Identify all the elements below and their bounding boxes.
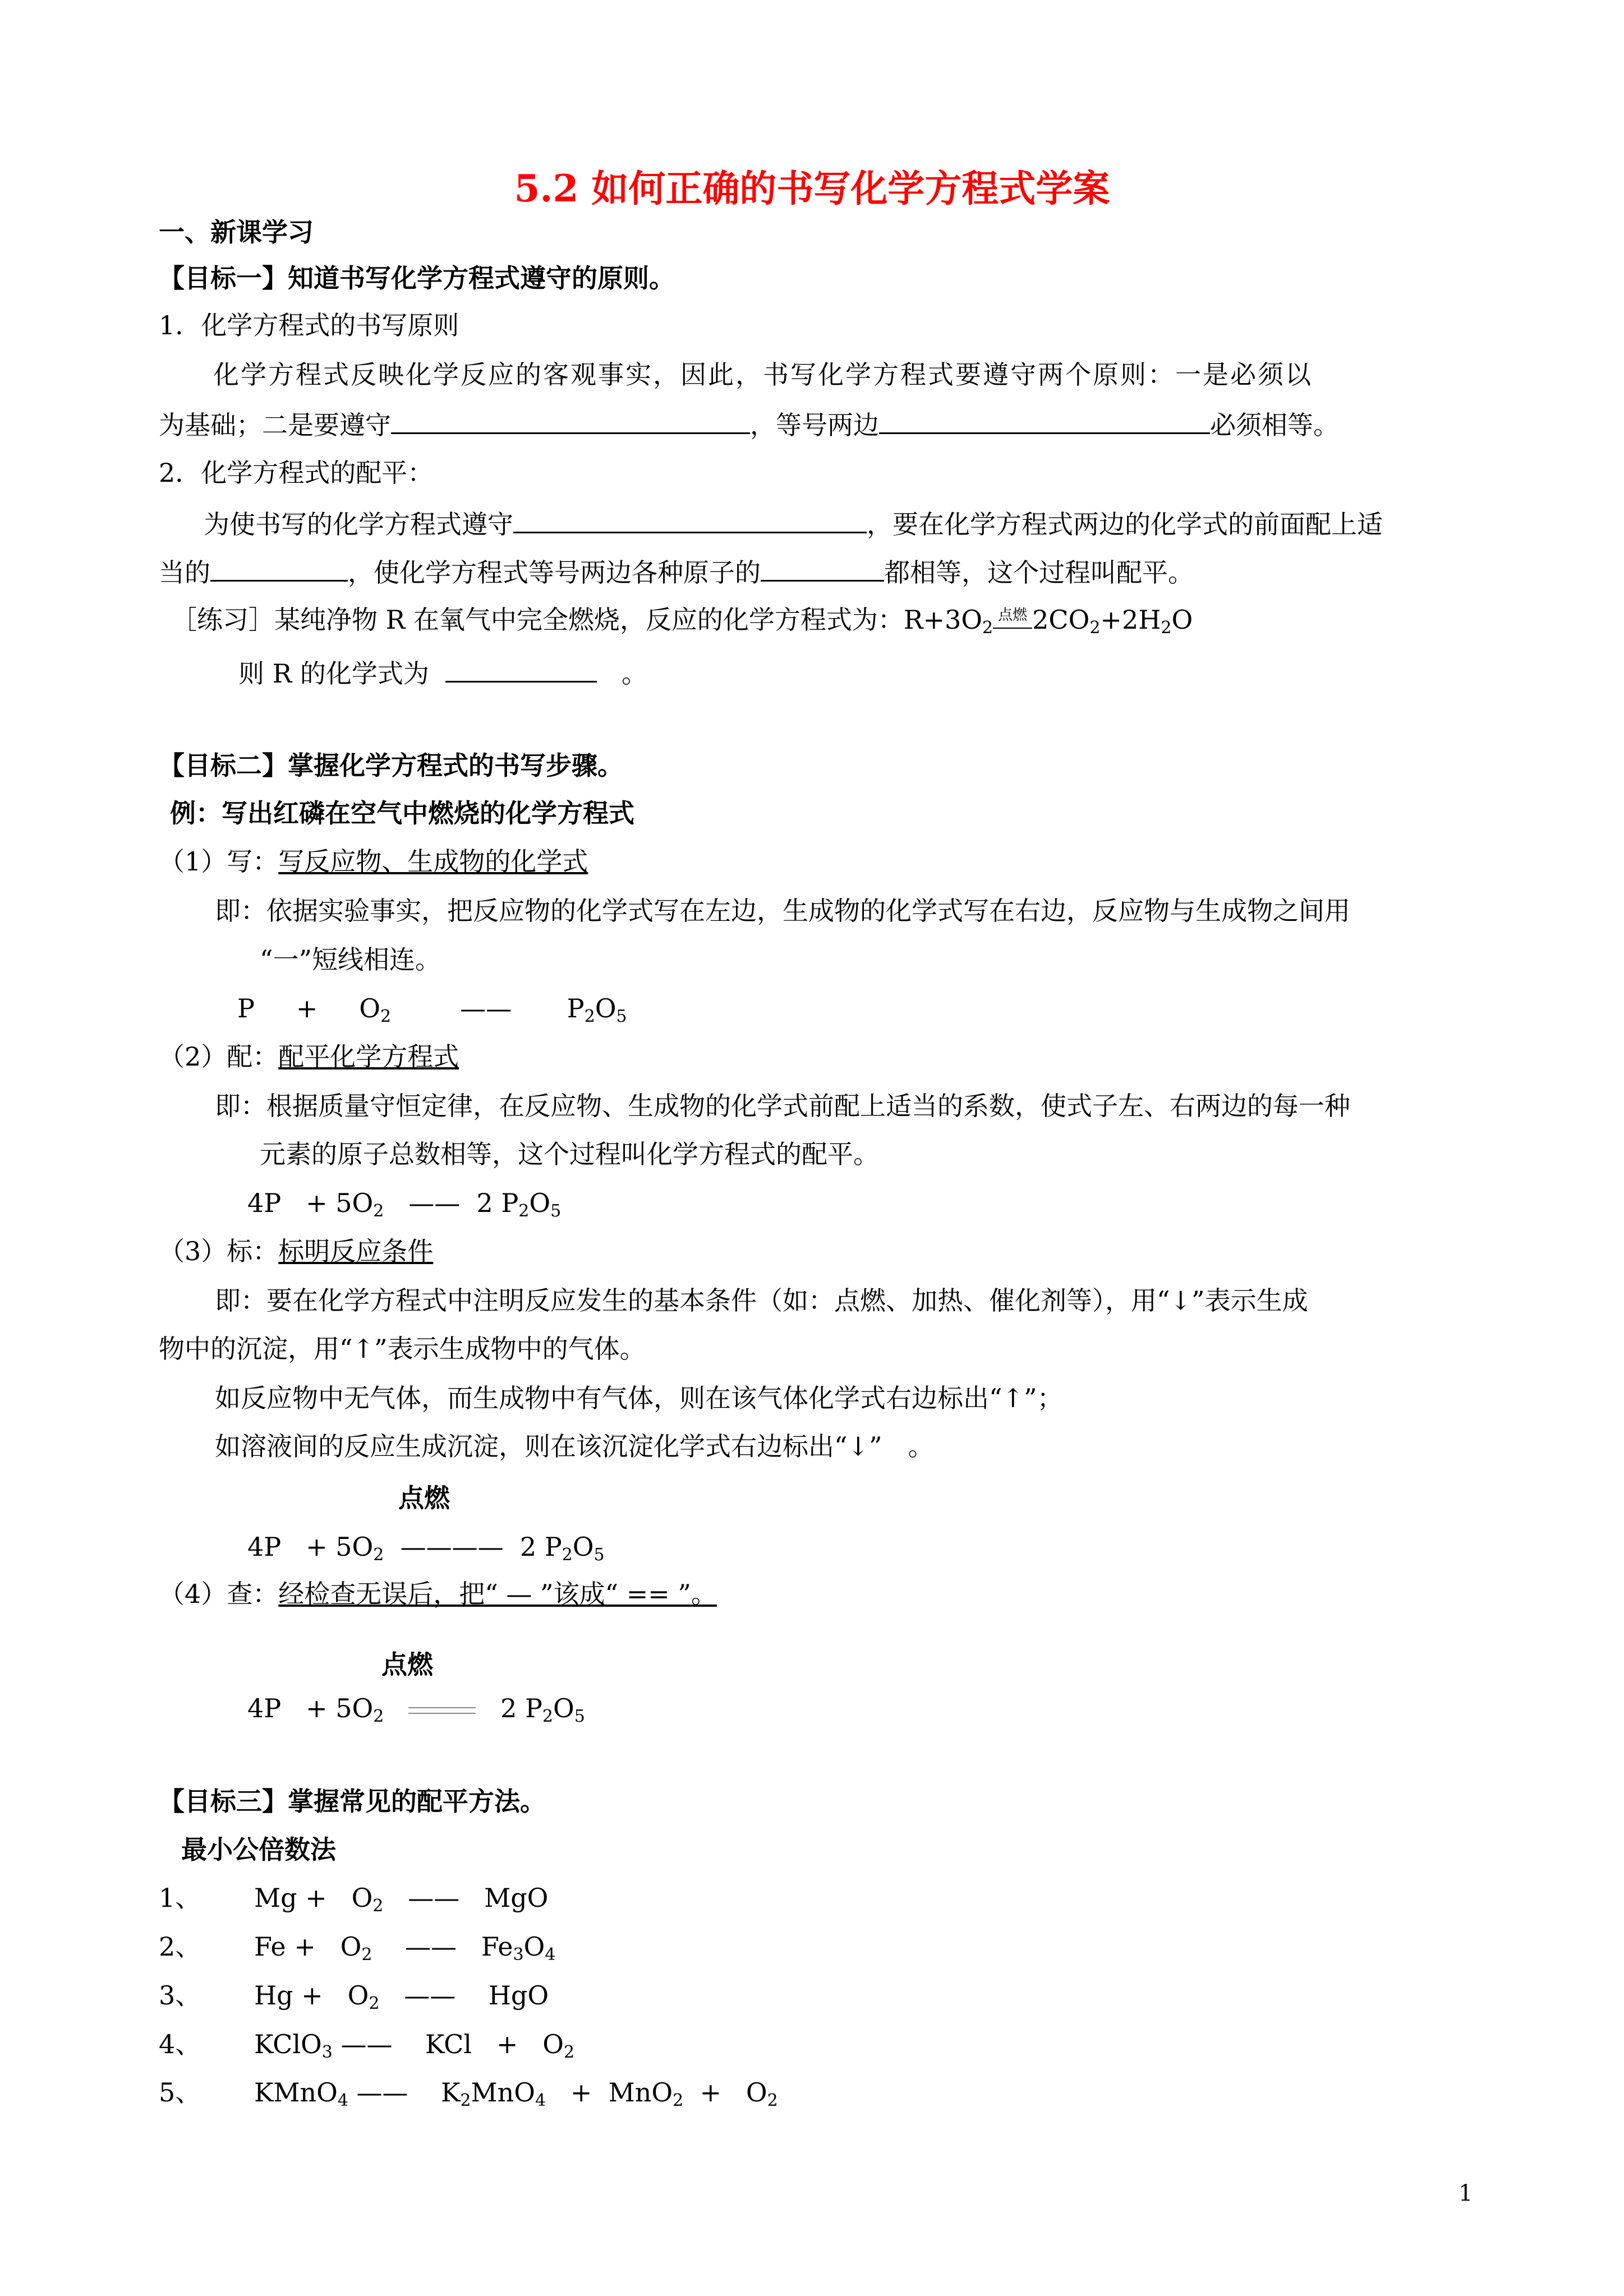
step-1-equation: $P + O_2$ —— $P_2O_5$ (237, 993, 627, 1026)
fill-blank[interactable] (445, 656, 597, 683)
item-1-heading: 1．化学方程式的书写原则 (159, 310, 459, 340)
item-2-paragraph-line-2 (159, 555, 1194, 588)
practice-equation (903, 605, 1193, 638)
page-title: 5.2 如何正确的书写化学方程式学案 (514, 167, 1110, 210)
item-1-text-part-1: 为基础；二是要遵守 (159, 410, 391, 440)
fill-blank[interactable] (513, 507, 867, 533)
step-label: （1）写： (159, 846, 279, 877)
step-2-text-line-2: 元素的原子总数相等，这个过程叫化学方程式的配平。 (260, 1139, 879, 1169)
step-4-line (159, 1578, 717, 1610)
exercise-1: 1、 $Mg + O_2$ —— MgO (159, 1883, 549, 1916)
equation-lhs: R+3O (903, 605, 983, 635)
exercise-3: 3、 $Hg + O_2$ —— HgO (159, 1980, 549, 2013)
item-1-text-part-2: ，等号两边 (750, 410, 879, 440)
exercise-number: 5、 (159, 2077, 201, 2108)
item-2-paragraph-line-1 (204, 507, 1383, 540)
fill-blank[interactable] (879, 408, 1210, 434)
section-heading-1: 一、新课学习 (159, 217, 314, 247)
step-3-equation: $4P + 5O_2$ ———— 2 $P_2O_5$ (247, 1532, 605, 1565)
step-4-equation: $4P + 5O_2$ 2 $P_2O_5$ (247, 1693, 585, 1726)
step-label: （4）查： (159, 1579, 279, 1609)
exercise-number: 2、 (159, 1931, 201, 1962)
practice-period: 。 (622, 658, 648, 689)
condition-label-step-3: 点燃 (398, 1483, 450, 1513)
step-title: 写反应物、生成物的化学式 (278, 846, 588, 877)
condition-arrow (993, 604, 1032, 635)
item-2-text-part-5: 都相等，这个过程叫配平。 (884, 557, 1194, 588)
step-label: （2）配： (159, 1041, 279, 1072)
step-3-heading (159, 1235, 433, 1267)
exercise-number: 3、 (159, 1980, 201, 2011)
goal-2-heading: 【目标二】掌握化学方程式的书写步骤。 (159, 750, 623, 781)
item-1-paragraph-line-2 (159, 408, 1339, 441)
fill-blank[interactable] (210, 555, 348, 582)
exercise-number: 1、 (159, 1883, 201, 1913)
step-3-text-line-1: 即：要在化学方程式中注明反应发生的基本条件（如：点燃、加热、催化剂等），用“↓”表示生成 (215, 1285, 1308, 1316)
step-2-equation: $4P + 5O_2$ —— 2 $P_2O_5$ (247, 1188, 562, 1221)
step-3-text-line-4: 如溶液间的反应生成沉淀，则在该沉淀化学式右边标出“↓” 。 (215, 1431, 934, 1461)
practice-line-2 (238, 656, 647, 689)
subscript: 2 (1161, 618, 1172, 638)
goal-3-heading: 【目标三】掌握常见的配平方法。 (159, 1786, 546, 1816)
practice-line-1 (171, 604, 1193, 638)
step-3-text-line-2: 物中的沉淀，用“↑”表示生成物中的气体。 (159, 1334, 646, 1364)
example-heading: 例：写出红磷在空气中燃烧的化学方程式 (170, 798, 634, 828)
step-2-heading (159, 1041, 459, 1072)
item-2-text-part-2: ，要在化学方程式两边的化学式的前面配上适 (867, 509, 1383, 540)
step-label: （3）标： (159, 1236, 279, 1266)
fill-blank[interactable] (761, 555, 884, 582)
exercise-4: 4、 KClO$_3$ —— KCl + $O_2$ (159, 2029, 575, 2062)
page-number: 1 (1459, 2180, 1473, 2206)
exercise-2: 2、 $Fe + O_2$ —— $Fe_3O_4$ (159, 1931, 556, 1965)
condition-label: 点燃 (998, 607, 1028, 624)
goal-1-heading: 【目标一】知道书写化学方程式遵守的原则。 (159, 263, 675, 293)
subscript: 2 (1089, 618, 1101, 638)
item-2-heading: 2．化学方程式的配平： (159, 458, 434, 488)
item-2-text-part-1: 为使书写的化学方程式遵守 (204, 509, 513, 540)
step-1-text-line-2: “一”短线相连。 (260, 944, 441, 975)
equation-rhs-1: 2CO (1032, 605, 1090, 635)
equals-sign (408, 1707, 476, 1714)
method-heading: 最小公倍数法 (181, 1834, 336, 1865)
fill-blank[interactable] (391, 408, 750, 434)
subscript: 2 (982, 618, 993, 638)
step-title: 标明反应条件 (278, 1236, 434, 1266)
step-4-text: 经检查无误后，把“ — ”该成“ == ”。 (278, 1579, 717, 1609)
item-2-text-part-4: ，使化学方程式等号两边各种原子的 (348, 557, 761, 588)
practice-text: ［练习］某纯净物 R 在氧气中完全燃烧，反应的化学方程式为： (171, 605, 904, 635)
exercise-5: 5、 KMnO$_4$ —— $K_2MnO_4 + MnO_2 + O_2$ (159, 2077, 778, 2110)
step-1-heading (159, 846, 588, 877)
step-3-text-line-3: 如反应物中无气体，而生成物中有气体，则在该气体化学式右边标出“↑”； (215, 1383, 1063, 1413)
equation-rhs-3: O (1171, 605, 1193, 635)
step-2-text-line-1: 即：根据质量守恒定律，在反应物、生成物的化学式前配上适当的系数，使式子左、右两边的每一种 (215, 1091, 1350, 1121)
step-1-text-line-1: 即：依据实验事实，把反应物的化学式写在左边，生成物的化学式写在右边，反应物与生成物之间用 (215, 896, 1350, 926)
equation-rhs-2: +2H (1100, 605, 1161, 635)
step-title: 配平化学方程式 (278, 1041, 459, 1072)
item-1-text-part-3: 必须相等。 (1210, 410, 1339, 440)
exercise-number: 4、 (159, 2029, 201, 2059)
item-1-paragraph-line-1: 化学方程式反映化学反应的客观事实，因此，书写化学方程式要遵守两个原则：一是必须以 (213, 359, 1313, 390)
practice-question: 则 R 的化学式为 (238, 658, 429, 689)
item-2-text-part-3: 当的 (159, 557, 210, 588)
condition-label-step-4: 点燃 (381, 1649, 433, 1680)
